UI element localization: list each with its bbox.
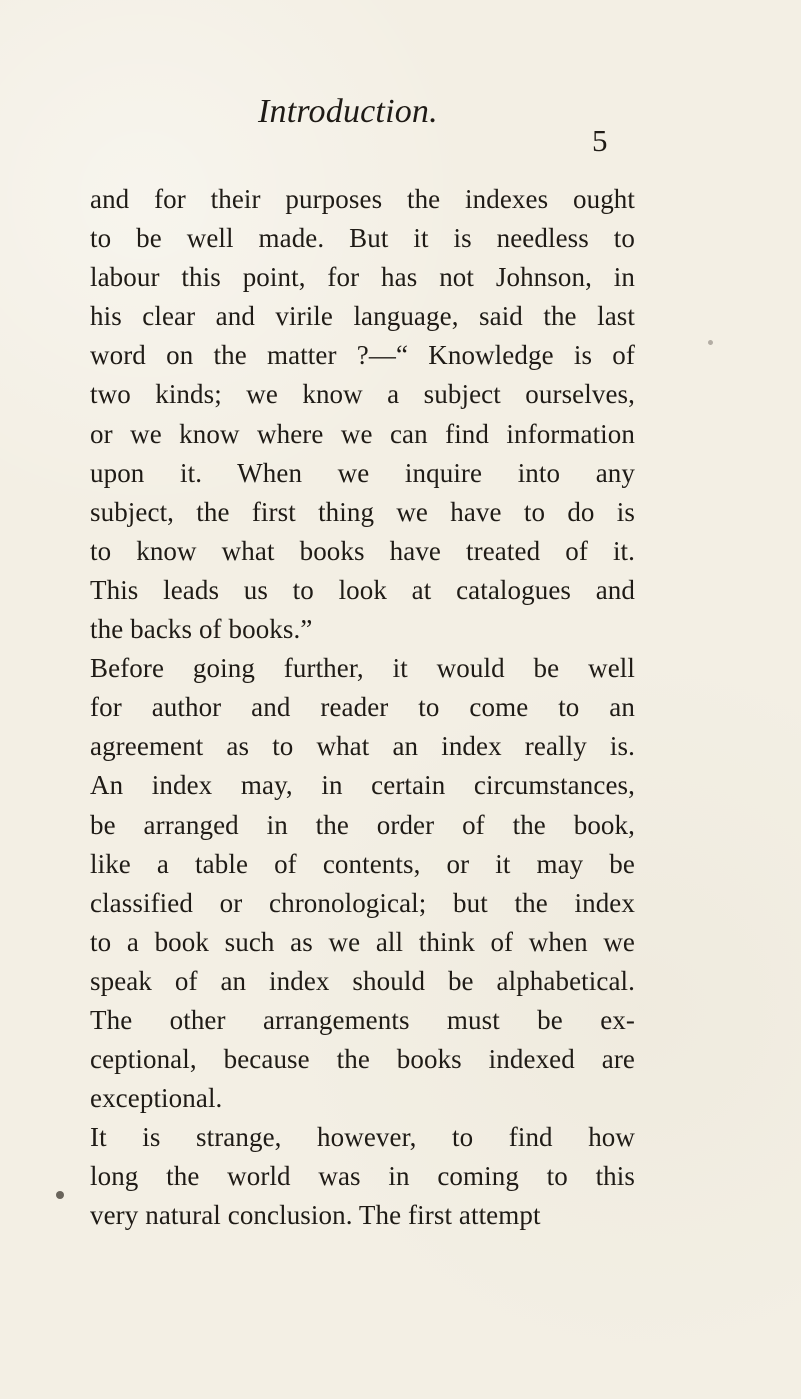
text-line: and for their purposes the indexes ought bbox=[90, 184, 635, 214]
text-line: subject, the first thing we have to do is bbox=[90, 496, 635, 527]
text-line: Before going further, it would be well bbox=[90, 653, 635, 684]
text-line: two kinds; we know a subject ourselves, bbox=[90, 379, 635, 410]
ink-speck bbox=[56, 1191, 64, 1199]
page-number: 5 bbox=[592, 123, 608, 158]
text-line: speak of an index should be alphabetical. bbox=[90, 965, 635, 996]
text-line: labour this point, for has not Johnson, in bbox=[90, 262, 635, 293]
text-line: This leads us to look at catalogues and bbox=[90, 574, 635, 605]
paper-mark bbox=[707, 339, 714, 346]
text-line: agreement as to what an index really is. bbox=[90, 731, 635, 762]
text-line: long the world was in coming to this bbox=[90, 1161, 635, 1192]
text-line: to a book such as we all think of when we bbox=[90, 926, 635, 957]
text-line: or we know where we can find information bbox=[90, 418, 635, 449]
text-line: ceptional, because the books indexed are bbox=[90, 1044, 635, 1075]
body-text bbox=[90, 180, 635, 1236]
text-line: to be well made. But it is needless to bbox=[90, 223, 635, 254]
text-line: classified or chronological; but the index bbox=[90, 887, 635, 918]
text-line: be arranged in the order of the book, bbox=[90, 809, 635, 840]
page-header bbox=[0, 93, 801, 158]
text-line: for author and reader to come to an bbox=[90, 692, 635, 723]
text-line: very natural conclusion. The first attempt bbox=[90, 1200, 541, 1231]
text-line: exceptional. bbox=[90, 1083, 223, 1114]
text-line: the backs of books.” bbox=[90, 614, 313, 645]
text-line: An index may, in certain circumstances, bbox=[90, 770, 635, 801]
text-line: The other arrangements must be ex- bbox=[90, 1004, 635, 1035]
text-line: word on the matter ?—“ Knowledge is of bbox=[90, 340, 635, 371]
text-line: It is strange, however, to find how bbox=[90, 1122, 635, 1153]
running-title: Introduction. bbox=[258, 93, 438, 130]
text-line: upon it. When we inquire into any bbox=[90, 457, 635, 488]
text-line: his clear and virile language, said the last bbox=[90, 301, 635, 332]
text-line: like a table of contents, or it may be bbox=[90, 848, 635, 879]
text-line: to know what books have treated of it. bbox=[90, 535, 635, 566]
